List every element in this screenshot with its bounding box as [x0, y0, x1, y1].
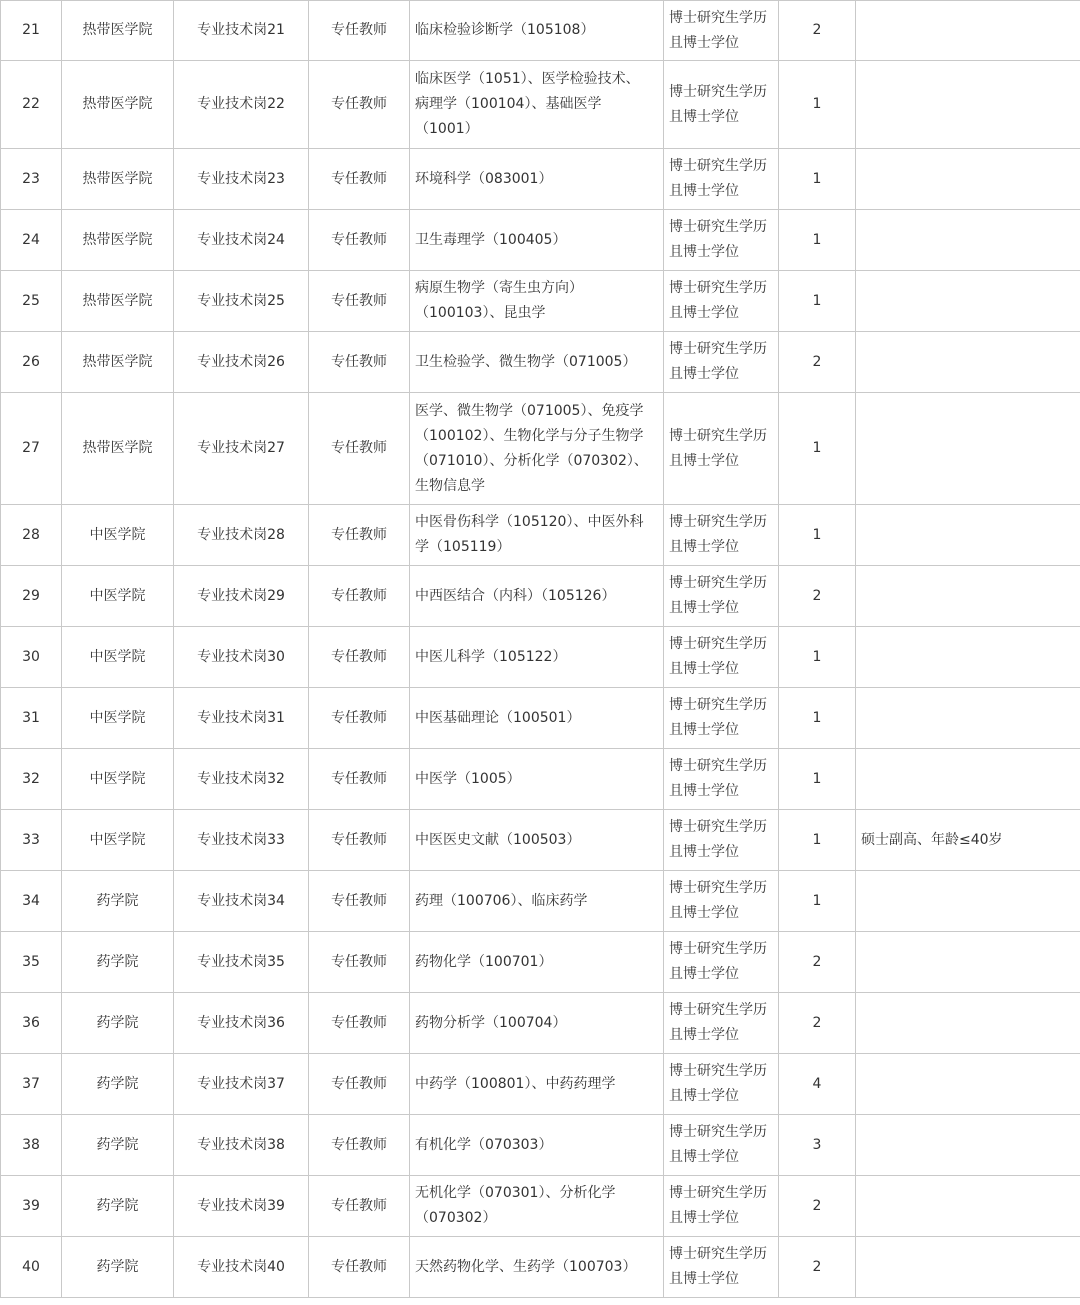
cell-post-type: 专任教师: [309, 688, 410, 749]
cell-no: 24: [1, 210, 62, 271]
table-row: [1, 993, 1080, 1054]
cell-department: 中医学院: [62, 566, 174, 627]
cell-post-type: 专任教师: [309, 61, 410, 149]
cell-post-type: 专任教师: [309, 810, 410, 871]
cell-note: [856, 393, 1080, 505]
cell-note: 硕士副高、年龄≤40岁: [856, 810, 1080, 871]
cell-count: 1: [779, 505, 856, 566]
cell-count: 1: [779, 871, 856, 932]
cell-department: 热带医学院: [62, 332, 174, 393]
cell-post-type: 专任教师: [309, 1, 410, 61]
table-row: [1, 1237, 1080, 1298]
cell-no: 38: [1, 1115, 62, 1176]
cell-post-type: 专任教师: [309, 271, 410, 332]
cell-education: 博士研究生学历 且博士学位: [664, 505, 779, 566]
cell-note: [856, 688, 1080, 749]
cell-post-type: 专任教师: [309, 505, 410, 566]
table-row: [1, 149, 1080, 210]
table-row: [1, 332, 1080, 393]
cell-count: 2: [779, 566, 856, 627]
cell-education: 博士研究生学历 且博士学位: [664, 149, 779, 210]
cell-education: 博士研究生学历 且博士学位: [664, 627, 779, 688]
cell-post: 专业技术岗25: [174, 271, 309, 332]
cell-note: [856, 149, 1080, 210]
cell-post-type: 专任教师: [309, 1237, 410, 1298]
cell-department: 中医学院: [62, 688, 174, 749]
cell-no: 22: [1, 61, 62, 149]
cell-major: 临床检验诊断学（105108）: [410, 1, 664, 61]
table-row: [1, 627, 1080, 688]
cell-major: 无机化学（070301）、分析化学 （070302）: [410, 1176, 664, 1237]
cell-major: 中医学（1005）: [410, 749, 664, 810]
cell-post-type: 专任教师: [309, 1115, 410, 1176]
cell-post: 专业技术岗30: [174, 627, 309, 688]
cell-major: 中西医结合（内科）（105126）: [410, 566, 664, 627]
cell-count: 1: [779, 271, 856, 332]
cell-note: [856, 61, 1080, 149]
cell-education: 博士研究生学历 且博士学位: [664, 1237, 779, 1298]
cell-major: 中医儿科学（105122）: [410, 627, 664, 688]
cell-major: 病原生物学（寄生虫方向） （100103）、昆虫学: [410, 271, 664, 332]
cell-post-type: 专任教师: [309, 566, 410, 627]
cell-note: [856, 505, 1080, 566]
cell-education: 博士研究生学历 且博士学位: [664, 271, 779, 332]
cell-count: 1: [779, 810, 856, 871]
cell-education: 博士研究生学历 且博士学位: [664, 871, 779, 932]
cell-department: 热带医学院: [62, 393, 174, 505]
cell-post: 专业技术岗29: [174, 566, 309, 627]
table-row: [1, 871, 1080, 932]
cell-note: [856, 871, 1080, 932]
cell-major: 医学、微生物学（071005）、免疫学 （100102）、生物化学与分子生物学 （071010）、分析化学（070302）、 生物信息学: [410, 393, 664, 505]
cell-note: [856, 210, 1080, 271]
cell-department: 热带医学院: [62, 149, 174, 210]
cell-note: [856, 566, 1080, 627]
cell-no: 21: [1, 1, 62, 61]
cell-post-type: 专任教师: [309, 1054, 410, 1115]
cell-major: 药物分析学（100704）: [410, 993, 664, 1054]
cell-department: 药学院: [62, 871, 174, 932]
table-row: [1, 61, 1080, 149]
cell-count: 2: [779, 1176, 856, 1237]
cell-post: 专业技术岗23: [174, 149, 309, 210]
table-body: [1, 1, 1080, 1298]
cell-major: 卫生毒理学（100405）: [410, 210, 664, 271]
cell-department: 热带医学院: [62, 61, 174, 149]
cell-major: 卫生检验学、微生物学（071005）: [410, 332, 664, 393]
cell-count: 2: [779, 1237, 856, 1298]
cell-education: 博士研究生学历 且博士学位: [664, 749, 779, 810]
cell-post-type: 专任教师: [309, 627, 410, 688]
cell-department: 热带医学院: [62, 210, 174, 271]
cell-department: 中医学院: [62, 810, 174, 871]
cell-note: [856, 749, 1080, 810]
cell-major: 有机化学（070303）: [410, 1115, 664, 1176]
cell-major: 中药学（100801）、中药药理学: [410, 1054, 664, 1115]
cell-note: [856, 332, 1080, 393]
cell-count: 1: [779, 210, 856, 271]
table-row: [1, 271, 1080, 332]
cell-department: 药学院: [62, 993, 174, 1054]
cell-post-type: 专任教师: [309, 149, 410, 210]
cell-no: 37: [1, 1054, 62, 1115]
cell-no: 39: [1, 1176, 62, 1237]
cell-education: 博士研究生学历 且博士学位: [664, 393, 779, 505]
cell-major: 临床医学（1051）、医学检验技术、 病理学（100104）、基础医学 （1001）: [410, 61, 664, 149]
cell-post: 专业技术岗24: [174, 210, 309, 271]
cell-note: [856, 932, 1080, 993]
cell-post-type: 专任教师: [309, 210, 410, 271]
cell-department: 药学院: [62, 932, 174, 993]
cell-post-type: 专任教师: [309, 332, 410, 393]
cell-count: 1: [779, 393, 856, 505]
cell-no: 31: [1, 688, 62, 749]
cell-no: 33: [1, 810, 62, 871]
table-row: [1, 505, 1080, 566]
cell-department: 热带医学院: [62, 271, 174, 332]
cell-post: 专业技术岗32: [174, 749, 309, 810]
cell-no: 28: [1, 505, 62, 566]
cell-major: 中医基础理论（100501）: [410, 688, 664, 749]
cell-count: 1: [779, 749, 856, 810]
cell-education: 博士研究生学历 且博士学位: [664, 810, 779, 871]
cell-post: 专业技术岗35: [174, 932, 309, 993]
cell-note: [856, 1115, 1080, 1176]
cell-post: 专业技术岗39: [174, 1176, 309, 1237]
cell-major: 中医骨伤科学（105120）、中医外科 学（105119）: [410, 505, 664, 566]
cell-post-type: 专任教师: [309, 932, 410, 993]
cell-no: 32: [1, 749, 62, 810]
table-row: [1, 210, 1080, 271]
cell-count: 1: [779, 149, 856, 210]
cell-education: 博士研究生学历 且博士学位: [664, 332, 779, 393]
table-row: [1, 1054, 1080, 1115]
cell-no: 30: [1, 627, 62, 688]
cell-no: 26: [1, 332, 62, 393]
cell-note: [856, 1, 1080, 61]
table-row: [1, 566, 1080, 627]
cell-post: 专业技术岗38: [174, 1115, 309, 1176]
cell-major: 天然药物化学、生药学（100703）: [410, 1237, 664, 1298]
table-row: [1, 1176, 1080, 1237]
table-row: [1, 688, 1080, 749]
cell-education: 博士研究生学历 且博士学位: [664, 210, 779, 271]
cell-post: 专业技术岗40: [174, 1237, 309, 1298]
cell-count: 2: [779, 932, 856, 993]
cell-department: 热带医学院: [62, 1, 174, 61]
cell-major: 中医医史文献（100503）: [410, 810, 664, 871]
cell-post: 专业技术岗31: [174, 688, 309, 749]
cell-post: 专业技术岗28: [174, 505, 309, 566]
cell-no: 34: [1, 871, 62, 932]
table-row: [1, 810, 1080, 871]
cell-education: 博士研究生学历 且博士学位: [664, 932, 779, 993]
cell-education: 博士研究生学历 且博士学位: [664, 993, 779, 1054]
cell-no: 36: [1, 993, 62, 1054]
cell-note: [856, 627, 1080, 688]
cell-count: 2: [779, 1, 856, 61]
table-row: [1, 393, 1080, 505]
cell-department: 药学院: [62, 1054, 174, 1115]
cell-note: [856, 271, 1080, 332]
cell-post: 专业技术岗34: [174, 871, 309, 932]
cell-no: 25: [1, 271, 62, 332]
cell-note: [856, 1054, 1080, 1115]
table-row: [1, 1, 1080, 61]
cell-no: 40: [1, 1237, 62, 1298]
cell-education: 博士研究生学历 且博士学位: [664, 1115, 779, 1176]
table-row: [1, 749, 1080, 810]
cell-department: 药学院: [62, 1237, 174, 1298]
cell-post: 专业技术岗36: [174, 993, 309, 1054]
cell-major: 药理（100706）、临床药学: [410, 871, 664, 932]
cell-department: 中医学院: [62, 505, 174, 566]
cell-education: 博士研究生学历 且博士学位: [664, 1054, 779, 1115]
cell-education: 博士研究生学历 且博士学位: [664, 1176, 779, 1237]
cell-post-type: 专任教师: [309, 993, 410, 1054]
cell-count: 1: [779, 627, 856, 688]
cell-post-type: 专任教师: [309, 1176, 410, 1237]
cell-post: 专业技术岗26: [174, 332, 309, 393]
cell-count: 3: [779, 1115, 856, 1176]
cell-education: 博士研究生学历 且博士学位: [664, 1, 779, 61]
cell-major: 环境科学（083001）: [410, 149, 664, 210]
cell-department: 药学院: [62, 1115, 174, 1176]
cell-department: 中医学院: [62, 627, 174, 688]
cell-post-type: 专任教师: [309, 871, 410, 932]
cell-count: 1: [779, 688, 856, 749]
cell-post-type: 专任教师: [309, 393, 410, 505]
cell-note: [856, 1237, 1080, 1298]
cell-major: 药物化学（100701）: [410, 932, 664, 993]
cell-education: 博士研究生学历 且博士学位: [664, 566, 779, 627]
cell-education: 博士研究生学历 且博士学位: [664, 688, 779, 749]
cell-no: 23: [1, 149, 62, 210]
cell-education: 博士研究生学历 且博士学位: [664, 61, 779, 149]
cell-count: 2: [779, 993, 856, 1054]
cell-no: 29: [1, 566, 62, 627]
cell-no: 35: [1, 932, 62, 993]
cell-note: [856, 1176, 1080, 1237]
cell-count: 1: [779, 61, 856, 149]
cell-post: 专业技术岗37: [174, 1054, 309, 1115]
cell-post: 专业技术岗22: [174, 61, 309, 149]
cell-note: [856, 993, 1080, 1054]
cell-post: 专业技术岗21: [174, 1, 309, 61]
cell-post: 专业技术岗27: [174, 393, 309, 505]
cell-department: 药学院: [62, 1176, 174, 1237]
cell-post: 专业技术岗33: [174, 810, 309, 871]
cell-department: 中医学院: [62, 749, 174, 810]
cell-post-type: 专任教师: [309, 749, 410, 810]
table-row: [1, 1115, 1080, 1176]
cell-count: 2: [779, 332, 856, 393]
cell-count: 4: [779, 1054, 856, 1115]
table-row: [1, 932, 1080, 993]
cell-no: 27: [1, 393, 62, 505]
